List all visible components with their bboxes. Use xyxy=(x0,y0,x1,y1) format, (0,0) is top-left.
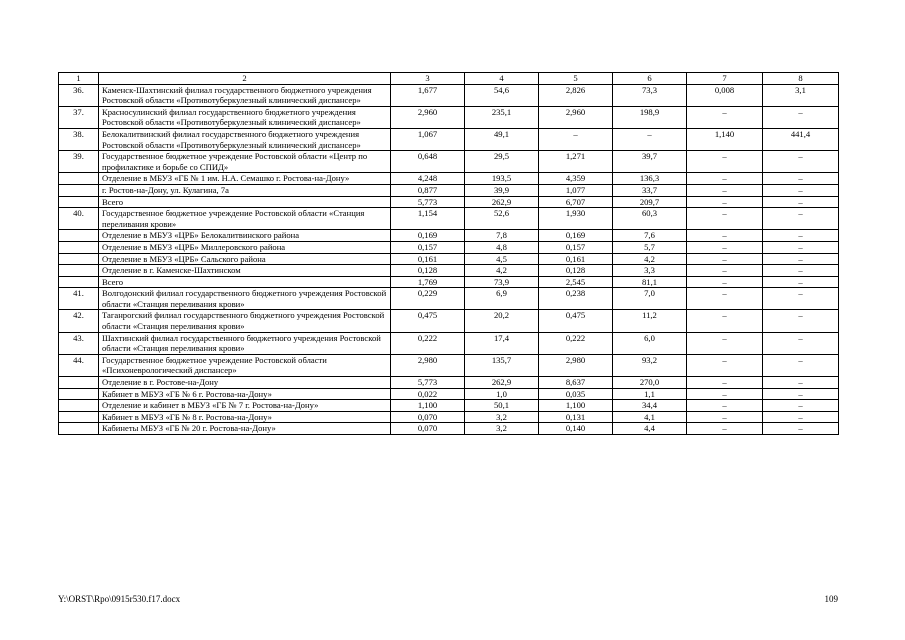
value-cell: 3,2 xyxy=(465,423,539,435)
institution-name-cell: Всего xyxy=(99,196,391,208)
row-number-cell xyxy=(59,265,99,277)
value-cell: – xyxy=(687,400,763,412)
table-row xyxy=(59,265,839,277)
table-row xyxy=(59,196,839,208)
value-cell: – xyxy=(687,173,763,185)
row-number-cell xyxy=(59,241,99,253)
value-cell: 0,222 xyxy=(539,332,613,354)
value-cell: 3,1 xyxy=(763,84,839,106)
value-cell: 0,169 xyxy=(391,230,465,242)
table-row xyxy=(59,423,839,435)
value-cell: 1,1 xyxy=(613,388,687,400)
value-cell: 4,2 xyxy=(613,253,687,265)
row-number-cell: 43. xyxy=(59,332,99,354)
value-cell: 441,4 xyxy=(763,128,839,150)
value-cell: 0,222 xyxy=(391,332,465,354)
value-cell: 29,5 xyxy=(465,151,539,173)
header-cell: 1 xyxy=(59,73,99,85)
value-cell: – xyxy=(687,184,763,196)
value-cell: – xyxy=(687,310,763,332)
value-cell: 3,2 xyxy=(465,411,539,423)
row-number-cell: 36. xyxy=(59,84,99,106)
value-cell: – xyxy=(763,230,839,242)
table-row xyxy=(59,411,839,423)
value-cell: 0,070 xyxy=(391,423,465,435)
row-number-cell: 37. xyxy=(59,106,99,128)
value-cell: 0,022 xyxy=(391,388,465,400)
value-cell: 0,161 xyxy=(539,253,613,265)
row-number-cell: 39. xyxy=(59,151,99,173)
value-cell: 34,4 xyxy=(613,400,687,412)
value-cell: 0,475 xyxy=(539,310,613,332)
institution-name-cell: Кабинеты МБУЗ «ГБ № 20 г. Ростова-на-Дону» xyxy=(99,423,391,435)
row-number-cell xyxy=(59,184,99,196)
value-cell: 0,157 xyxy=(539,241,613,253)
value-cell: 33,7 xyxy=(613,184,687,196)
value-cell: 135,7 xyxy=(465,354,539,376)
value-cell: 2,960 xyxy=(539,106,613,128)
row-number-cell xyxy=(59,276,99,288)
value-cell: 1,154 xyxy=(391,208,465,230)
value-cell: – xyxy=(763,265,839,277)
value-cell: – xyxy=(687,208,763,230)
row-number-cell: 38. xyxy=(59,128,99,150)
value-cell: 1,769 xyxy=(391,276,465,288)
value-cell: 262,9 xyxy=(465,196,539,208)
institution-name-cell: Государственное бюджетное учреждение Ростовской области «Центр по профилактике и борьбе со СПИД» xyxy=(99,151,391,173)
header-cell: 2 xyxy=(99,73,391,85)
value-cell: – xyxy=(687,230,763,242)
institution-name-cell: Государственное бюджетное учреждение Ростовской области «Психоневрологический диспансер» xyxy=(99,354,391,376)
table-row xyxy=(59,208,839,230)
value-cell: – xyxy=(613,128,687,150)
value-cell: 6,0 xyxy=(613,332,687,354)
header-cell: 3 xyxy=(391,73,465,85)
value-cell: 49,1 xyxy=(465,128,539,150)
value-cell: – xyxy=(763,106,839,128)
page-number: 109 xyxy=(824,594,838,604)
value-cell: 4,5 xyxy=(465,253,539,265)
value-cell: – xyxy=(687,106,763,128)
value-cell: – xyxy=(763,241,839,253)
value-cell: 1,930 xyxy=(539,208,613,230)
institution-name-cell: Каменск-Шахтинский филиал государственного бюджетного учреждения Ростовской области «Противотуберкулезный клинический диспансер» xyxy=(99,84,391,106)
table-row xyxy=(59,184,839,196)
value-cell: – xyxy=(763,388,839,400)
value-cell: 0,238 xyxy=(539,288,613,310)
value-cell: 1,077 xyxy=(539,184,613,196)
value-cell: – xyxy=(763,377,839,389)
value-cell: 136,3 xyxy=(613,173,687,185)
value-cell: 1,100 xyxy=(539,400,613,412)
row-number-cell xyxy=(59,423,99,435)
value-cell: 1,067 xyxy=(391,128,465,150)
table-row xyxy=(59,230,839,242)
value-cell: 0,877 xyxy=(391,184,465,196)
value-cell: 50,1 xyxy=(465,400,539,412)
row-number-cell xyxy=(59,400,99,412)
row-number-cell xyxy=(59,388,99,400)
value-cell: 1,0 xyxy=(465,388,539,400)
institution-name-cell: Отделение в МБУЗ «ЦРБ» Белокалитвинского района xyxy=(99,230,391,242)
table-row xyxy=(59,151,839,173)
value-cell: – xyxy=(763,173,839,185)
institution-name-cell: Кабинет в МБУЗ «ГБ № 8 г. Ростова-на-Дону» xyxy=(99,411,391,423)
value-cell: 4,8 xyxy=(465,241,539,253)
value-cell: 39,7 xyxy=(613,151,687,173)
table-row xyxy=(59,173,839,185)
value-cell: – xyxy=(687,332,763,354)
value-cell: 0,035 xyxy=(539,388,613,400)
value-cell: – xyxy=(687,276,763,288)
value-cell: – xyxy=(687,388,763,400)
value-cell: – xyxy=(763,400,839,412)
row-number-cell: 40. xyxy=(59,208,99,230)
value-cell: 2,826 xyxy=(539,84,613,106)
table-row xyxy=(59,106,839,128)
value-cell: – xyxy=(687,265,763,277)
value-cell: – xyxy=(687,151,763,173)
value-cell: 73,9 xyxy=(465,276,539,288)
value-cell: 3,3 xyxy=(613,265,687,277)
value-cell: 270,0 xyxy=(613,377,687,389)
value-cell: – xyxy=(539,128,613,150)
value-cell: 11,2 xyxy=(613,310,687,332)
value-cell: – xyxy=(763,423,839,435)
institution-name-cell: Красносулинский филиал государственного бюджетного учреждения Ростовской области «Противотуберкулезный клинический диспансер» xyxy=(99,106,391,128)
value-cell: 5,773 xyxy=(391,196,465,208)
value-cell: 54,6 xyxy=(465,84,539,106)
value-cell: – xyxy=(687,196,763,208)
row-number-cell xyxy=(59,377,99,389)
value-cell: 0,648 xyxy=(391,151,465,173)
value-cell: 198,9 xyxy=(613,106,687,128)
value-cell: 81,1 xyxy=(613,276,687,288)
institution-name-cell: Отделение в МБУЗ «ЦРБ» Миллеровского района xyxy=(99,241,391,253)
institution-name-cell: Таганрогский филиал государственного бюджетного учреждения Ростовской области «Станция переливания крови» xyxy=(99,310,391,332)
value-cell: 0,161 xyxy=(391,253,465,265)
row-number-cell xyxy=(59,253,99,265)
row-number-cell xyxy=(59,230,99,242)
value-cell: 0,070 xyxy=(391,411,465,423)
value-cell: – xyxy=(763,288,839,310)
row-number-cell: 44. xyxy=(59,354,99,376)
institution-name-cell: Белокалитвинский филиал государственного бюджетного учреждения Ростовской области «Противотуберкулезный клинический диспансер» xyxy=(99,128,391,150)
document-path: Y:\ORST\Rpo\0915r530.f17.docx xyxy=(58,594,181,604)
value-cell: – xyxy=(763,151,839,173)
row-number-cell xyxy=(59,196,99,208)
institution-name-cell: Отделение в МБУЗ «ЦРБ» Сальского района xyxy=(99,253,391,265)
value-cell: 2,980 xyxy=(391,354,465,376)
value-cell: 4,2 xyxy=(465,265,539,277)
institution-name-cell: Государственное бюджетное учреждение Ростовской области «Станция переливания крови» xyxy=(99,208,391,230)
table-row xyxy=(59,253,839,265)
table-row xyxy=(59,310,839,332)
value-cell: 4,1 xyxy=(613,411,687,423)
value-cell: 2,960 xyxy=(391,106,465,128)
value-cell: 0,475 xyxy=(391,310,465,332)
value-cell: 1,140 xyxy=(687,128,763,150)
table-header-row xyxy=(59,73,839,85)
value-cell: – xyxy=(763,310,839,332)
value-cell: – xyxy=(763,253,839,265)
value-cell: 7,8 xyxy=(465,230,539,242)
value-cell: 193,5 xyxy=(465,173,539,185)
data-table xyxy=(58,72,839,435)
header-cell: 5 xyxy=(539,73,613,85)
value-cell: 0,131 xyxy=(539,411,613,423)
table-row xyxy=(59,377,839,389)
value-cell: 8,637 xyxy=(539,377,613,389)
value-cell: 2,980 xyxy=(539,354,613,376)
table-row xyxy=(59,354,839,376)
value-cell: 6,9 xyxy=(465,288,539,310)
institution-name-cell: Отделение в г. Ростове-на-Дону xyxy=(99,377,391,389)
header-cell: 6 xyxy=(613,73,687,85)
table-row xyxy=(59,276,839,288)
value-cell: – xyxy=(687,241,763,253)
value-cell: – xyxy=(687,354,763,376)
value-cell: – xyxy=(763,184,839,196)
value-cell: 0,008 xyxy=(687,84,763,106)
value-cell: – xyxy=(687,377,763,389)
value-cell: 262,9 xyxy=(465,377,539,389)
value-cell: 4,4 xyxy=(613,423,687,435)
value-cell: 7,0 xyxy=(613,288,687,310)
value-cell: – xyxy=(687,253,763,265)
row-number-cell: 42. xyxy=(59,310,99,332)
value-cell: – xyxy=(763,208,839,230)
value-cell: – xyxy=(763,332,839,354)
value-cell: 73,3 xyxy=(613,84,687,106)
table-row xyxy=(59,128,839,150)
value-cell: 0,140 xyxy=(539,423,613,435)
institution-name-cell: Отделение в г. Каменске-Шахтинском xyxy=(99,265,391,277)
value-cell: 5,7 xyxy=(613,241,687,253)
value-cell: 1,100 xyxy=(391,400,465,412)
value-cell: – xyxy=(687,411,763,423)
value-cell: 0,128 xyxy=(391,265,465,277)
value-cell: 4,248 xyxy=(391,173,465,185)
value-cell: 39,9 xyxy=(465,184,539,196)
value-cell: 209,7 xyxy=(613,196,687,208)
institution-name-cell: Отделение в МБУЗ «ГБ № 1 им. Н.А. Семашко г. Ростова-на-Дону» xyxy=(99,173,391,185)
institution-name-cell: Всего xyxy=(99,276,391,288)
value-cell: 60,3 xyxy=(613,208,687,230)
value-cell: 93,2 xyxy=(613,354,687,376)
value-cell: 0,157 xyxy=(391,241,465,253)
header-cell: 4 xyxy=(465,73,539,85)
institution-name-cell: Волгодонский филиал государственного бюджетного учреждения Ростовской области «Станция переливания крови» xyxy=(99,288,391,310)
table-row xyxy=(59,288,839,310)
header-cell: 7 xyxy=(687,73,763,85)
table-row xyxy=(59,332,839,354)
value-cell: 4,359 xyxy=(539,173,613,185)
table-row xyxy=(59,388,839,400)
value-cell: 1,271 xyxy=(539,151,613,173)
value-cell: 235,1 xyxy=(465,106,539,128)
value-cell: 6,707 xyxy=(539,196,613,208)
table-row xyxy=(59,241,839,253)
value-cell: – xyxy=(687,423,763,435)
value-cell: – xyxy=(763,354,839,376)
value-cell: 0,169 xyxy=(539,230,613,242)
institution-name-cell: Отделение и кабинет в МБУЗ «ГБ № 7 г. Ростова-на-Дону» xyxy=(99,400,391,412)
row-number-cell xyxy=(59,173,99,185)
value-cell: 20,2 xyxy=(465,310,539,332)
value-cell: 7,6 xyxy=(613,230,687,242)
value-cell: 17,4 xyxy=(465,332,539,354)
value-cell: 52,6 xyxy=(465,208,539,230)
value-cell: 5,773 xyxy=(391,377,465,389)
value-cell: 2,545 xyxy=(539,276,613,288)
institution-name-cell: г. Ростов-на-Дону, ул. Кулагина, 7а xyxy=(99,184,391,196)
value-cell: – xyxy=(763,196,839,208)
value-cell: – xyxy=(687,288,763,310)
institution-name-cell: Шахтинский филиал государственного бюджетного учреждения Ростовской области «Станция переливания крови» xyxy=(99,332,391,354)
table-row xyxy=(59,84,839,106)
table-row xyxy=(59,400,839,412)
row-number-cell xyxy=(59,411,99,423)
header-cell: 8 xyxy=(763,73,839,85)
value-cell: 0,229 xyxy=(391,288,465,310)
value-cell: 0,128 xyxy=(539,265,613,277)
value-cell: – xyxy=(763,276,839,288)
value-cell: – xyxy=(763,411,839,423)
row-number-cell: 41. xyxy=(59,288,99,310)
value-cell: 1,677 xyxy=(391,84,465,106)
institution-name-cell: Кабинет в МБУЗ «ГБ № 6 г. Ростова-на-Дону» xyxy=(99,388,391,400)
